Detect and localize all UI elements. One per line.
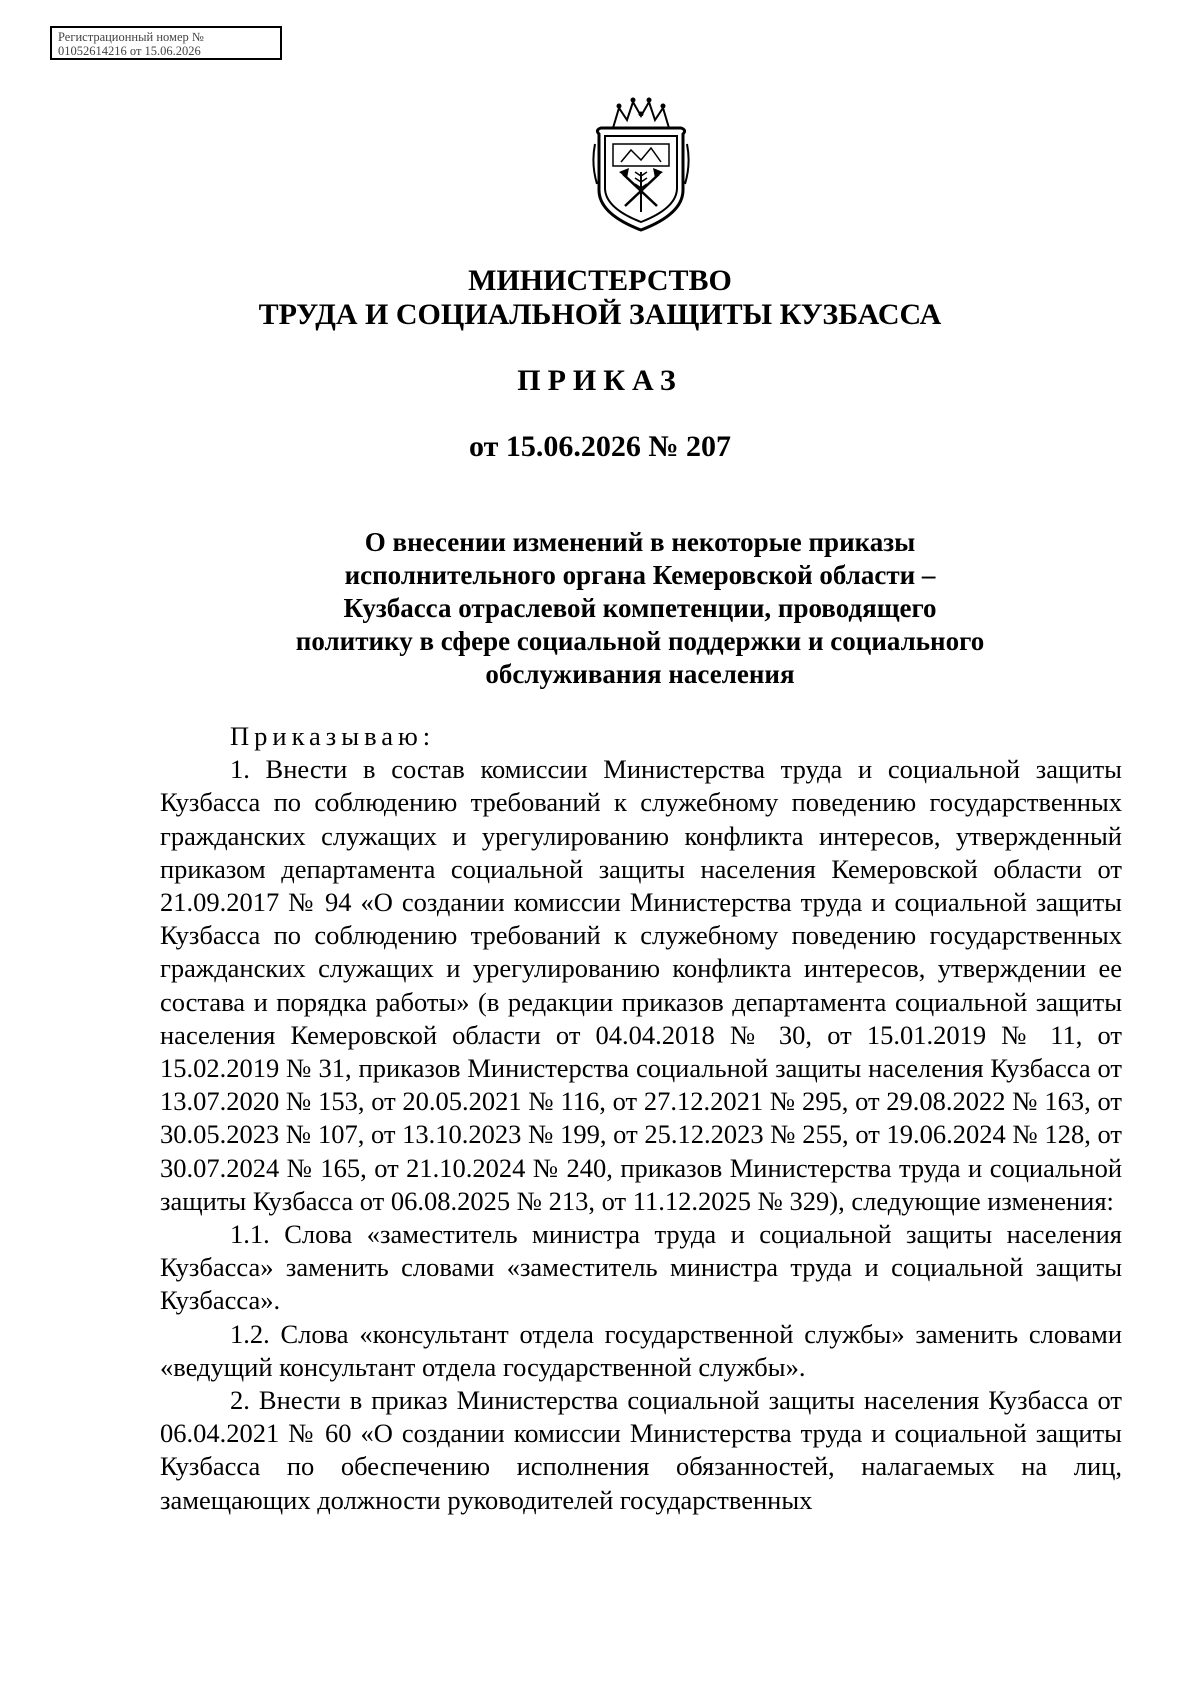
subject-line-3: Кузбасса отраслевой компетенции, проводящего (343, 593, 937, 623)
paragraph-2: 2. Внести в приказ Министерства социальной защиты населения Кузбасса от 06.04.2021 № 60 «О создании комиссии Министерства труда и социальной защиты Кузбасса по обеспечению исполнения обязанностей, налагаемых на лиц, замещающих должности руководителей государственных (160, 1385, 1122, 1515)
subject-line-2: исполнительного органа Кемеровской области – (344, 560, 936, 590)
document-type: ПРИКАЗ (517, 364, 683, 397)
order-word (160, 720, 1122, 753)
coat-of-arms-emblem (591, 94, 691, 234)
registration-line-1: Регистрационный номер № (58, 30, 204, 44)
subject-line-1: О внесении изменений в некоторые приказы (364, 527, 916, 557)
order-subject (150, 526, 1130, 691)
registration-line-2: 01052614216 от 15.06.2026 (58, 44, 201, 58)
order-date-number: от 15.06.2026 № 207 (469, 430, 731, 463)
paragraph-1: 1. Внести в состав комиссии Министерства труда и социальной защиты Кузбасса по соблюдению требований к служебному поведению государственных гражданских служащих и урегулированию конфликта интересов, утвержденный приказом департамента социальной защиты населения Кемеровской области от 21.09.2017 № 94 «О создании комиссии Министерства труда и социальной защиты Кузбасса по соблюдению требований к служебному поведению государственных гражданских служащих и урегулированию конфликта интересов, утверждении ее состава и порядка работы» (в редакции приказов департамента социальной защиты населения Кемеровской области от 04.04.2018 № 30, от 15.01.2019 № 11, от 15.02.2019 № 31, приказов Министерства социальной защиты населения Кузбасса от 13.07.2020 № 153, от 20.05.2021 № 116, от 27.12.2021 № 295, от 29.08.2022 № 163, от 30.05.2023 № 107, от 13.10.2023 № 199, от 25.12.2023 № 255, от 19.06.2024 № 128, от 30.07.2024 № 165, от 21.10.2024 № 240, приказов Министерства труда и социальной защиты Кузбасса от 06.08.2025 № 213, от 11.12.2025 № 329), следующие изменения: (160, 754, 1122, 1216)
subject-line-5: обслуживания населения (485, 659, 795, 689)
ministry-line-2: ТРУДА И СОЦИАЛЬНОЙ ЗАЩИТЫ КУЗБАССА (258, 298, 942, 331)
ministry-heading (0, 264, 1200, 332)
paragraph-1-1: 1.1. Слова «заместитель министра труда и социальной защиты населения Кузбасса» заменить словами «заместитель министра труда и социальной защиты Кузбасса». (160, 1219, 1122, 1316)
order-word-text: Приказываю: (230, 721, 436, 751)
order-body (160, 720, 1122, 1517)
registration-stamp (50, 26, 282, 60)
paragraph-1-2: 1.2. Слова «консультант отдела государственной службы» заменить словами «ведущий консультант отдела государственной службы». (160, 1318, 1122, 1382)
ministry-line-1: МИНИСТЕРСТВО (468, 264, 732, 297)
subject-line-4: политику в сфере социальной поддержки и социального (295, 626, 985, 656)
